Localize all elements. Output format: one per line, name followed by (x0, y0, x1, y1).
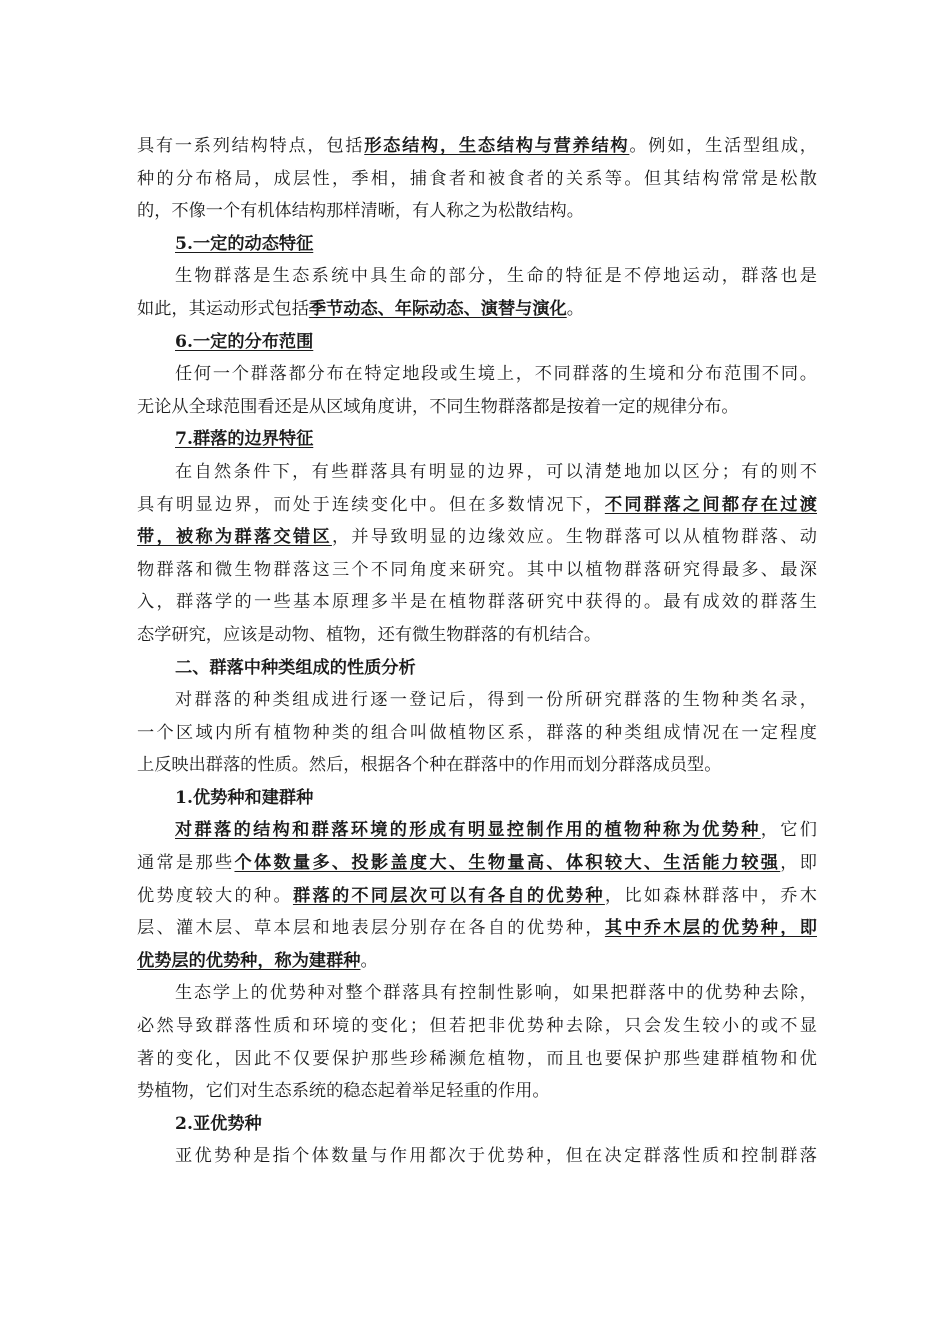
text-run: 上反映出群落的性质。然后，根据各个种在群落中的作用而划分群落成员型。 (137, 755, 722, 776)
text-run: 种的分布格局，成层性，季相，捕食者和被食者的关系等。但其结构常常是松散 (137, 168, 817, 189)
text-line (137, 456, 817, 489)
text-run: 无论从全球范围看还是从区域角度讲，不同生物群落都是按着一定的规律分布。 (137, 396, 739, 417)
text-line (137, 717, 817, 750)
text-line (137, 814, 817, 847)
paragraph (137, 456, 817, 652)
emphasized-text: 不同群落之间都存在过渡 (604, 494, 817, 515)
emphasized-text: 形态结构，生态结构与营养结构 (364, 136, 630, 156)
text-line (137, 391, 817, 424)
text-run: 具有明显边界，而处于连续变化中。但在多数情况下， (137, 494, 605, 515)
text-run: 必然导致群落性质和环境的变化；但若把非优势种去除，只会发生较小的或不显 (137, 1016, 817, 1037)
text-line (137, 358, 817, 391)
section-heading: 7.群落的边界特征 (175, 429, 314, 450)
text-line (137, 684, 817, 717)
section-heading: 二、群落中种类组成的性质分析 (175, 657, 416, 678)
text-line (137, 586, 817, 619)
text-run: 生态学上的优势种对整个群落具有控制性影响，如果把群落中的优势种去除， (175, 983, 817, 1004)
text-run: 在自然条件下，有些群落具有明显的边界，可以清楚地加以区分；有的则不 (175, 461, 817, 482)
text-run: 的，不像一个有机体结构那样清晰，有人称之为松散结构。 (137, 201, 584, 222)
text-run: 层、灌木层、草本层和地表层分别存在各自的优势种， (137, 918, 605, 939)
emphasized-text: 个体数量多、投影盖度大、生物量高、体积较大、生活能力较强 (234, 853, 781, 874)
text-line (137, 977, 817, 1010)
text-run: ，它们 (760, 820, 817, 841)
text-line (137, 260, 817, 293)
text-run: 著的变化，因此不仅要保护那些珍稀濒危植物，而且也要保护那些建群植物和优 (137, 1048, 817, 1069)
text-line (137, 749, 817, 782)
text-run: 。 (566, 298, 584, 319)
text-line (137, 1075, 817, 1108)
text-run: 通常是那些 (137, 853, 235, 874)
text-run: 亚优势种是指个体数量与作用都次于优势种，但在决定群落性质和控制群落 (175, 1146, 817, 1167)
document-page (137, 130, 817, 1173)
text-run: 具有一系列结构特点，包括 (137, 136, 365, 156)
text-line (137, 945, 817, 978)
paragraph (137, 130, 817, 228)
paragraph (137, 814, 817, 977)
paragraph (137, 684, 817, 782)
text-line (137, 912, 817, 945)
paragraph (137, 977, 817, 1107)
emphasized-text: 带，被称为群落交错区 (137, 527, 332, 548)
paragraph (137, 1140, 817, 1173)
text-run: ，比如森林群落中，乔木 (604, 885, 817, 906)
section-heading: 1.优势种和建群种 (175, 787, 314, 808)
text-run: 。例如，生活型组成， (629, 136, 817, 156)
section-heading: 6.一定的分布范围 (175, 331, 314, 352)
text-line (137, 195, 817, 228)
text-run: ，并导致明显的边缘效应。生物群落可以从植物群落、动 (331, 527, 817, 548)
text-run: 优势度较大的种。 (137, 885, 293, 906)
text-run: 生物群落是生态系统中具生命的部分，生命的特征是不停地运动，群落也是 (175, 266, 817, 287)
text-line (137, 1010, 817, 1043)
text-run: 对群落的种类组成进行逐一登记后，得到一份所研究群落的生物种类名录， (175, 690, 817, 711)
text-run: 势植物，它们对生态系统的稳态起着举足轻重的作用。 (137, 1081, 550, 1102)
text-line (137, 619, 817, 652)
text-line (137, 880, 817, 913)
section-heading: 5.一定的动态特征 (175, 233, 314, 254)
text-line (137, 293, 817, 326)
text-line (137, 554, 817, 587)
text-line (137, 489, 817, 522)
text-line (137, 521, 817, 554)
text-line (137, 847, 817, 880)
emphasized-text: 群落的不同层次可以有各自的优势种 (292, 885, 605, 906)
section-heading: 2.亚优势种 (175, 1113, 262, 1134)
text-run: 入，群落学的一些基本原理多半是在植物群落研究中获得的。最有成效的群落生 (137, 592, 817, 613)
text-run: ，即 (780, 853, 817, 874)
paragraph (137, 260, 817, 325)
text-run: 如此，其运动形式包括 (137, 298, 309, 319)
emphasized-text: 季节动态、年际动态、演替与演化 (308, 298, 567, 319)
text-line (137, 130, 817, 163)
text-run: 一个区域内所有植物种类的组合叫做植物区系，群落的种类组成情况在一定程度 (137, 722, 817, 743)
text-run: 。 (360, 950, 378, 971)
text-line (137, 163, 817, 196)
paragraph (137, 358, 817, 423)
text-run: 任何一个群落都分布在特定地段或生境上，不同群落的生境和分布范围不同。 (175, 364, 817, 385)
emphasized-text: 其中乔木层的优势种，即 (604, 918, 817, 939)
text-line (137, 1043, 817, 1076)
emphasized-text: 优势层的优势种，称为建群种 (137, 950, 361, 971)
emphasized-text: 对群落的结构和群落环境的形成有明显控制作用的植物种称为优势种 (175, 820, 761, 841)
text-run: 态学研究，应该是动物、植物，还有微生物群落的有机结合。 (137, 624, 602, 645)
text-line (137, 1140, 817, 1173)
text-run: 物群落和微生物群落这三个不同角度来研究。其中以植物群落研究得最多、最深 (137, 559, 817, 580)
